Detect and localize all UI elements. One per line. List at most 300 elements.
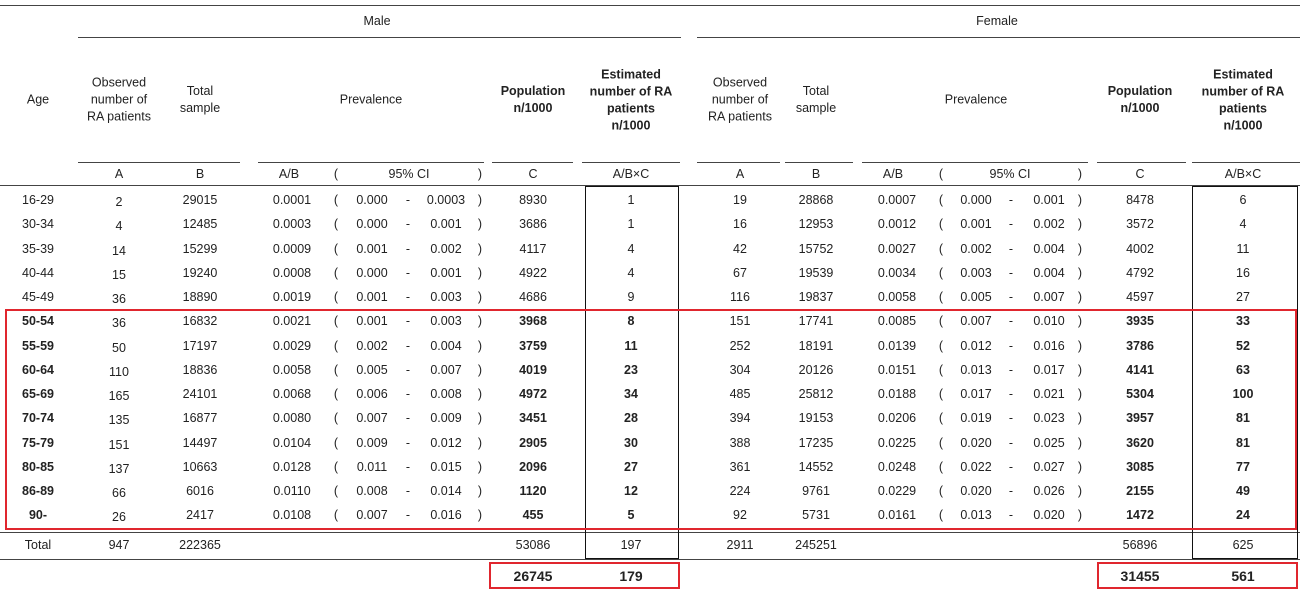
sub-a-header: A xyxy=(114,166,124,181)
male-sample-cell: 15299 xyxy=(182,241,218,256)
male-estimate-cell: 30 xyxy=(624,435,638,450)
male-ci-low-cell: 0.000 xyxy=(356,192,388,207)
ci-dash: - xyxy=(1008,289,1014,304)
female-sample-cell: 17235 xyxy=(798,435,834,450)
ci-close: ) xyxy=(477,362,483,377)
female-prevalence-cell: 0.0012 xyxy=(877,217,917,231)
female-population-cell: 8478 xyxy=(1126,192,1154,207)
female-summary-population: 31455 xyxy=(1120,568,1160,584)
ci-open: ( xyxy=(938,217,944,231)
male-prevalence-cell: 0.0008 xyxy=(272,265,312,280)
ci-dash: - xyxy=(1008,435,1014,450)
ci-close: ) xyxy=(477,508,483,522)
female-population-cell: 4141 xyxy=(1126,362,1154,377)
female-prevalence-cell: 0.0139 xyxy=(877,338,917,353)
ci-close: ) xyxy=(477,435,483,450)
female-prevalence-cell: 0.0027 xyxy=(877,241,917,256)
male-summary-estimate: 179 xyxy=(619,568,643,584)
sub-ci-open-header: ( xyxy=(333,166,339,181)
sub-ci-header: 95% CI xyxy=(989,166,1031,181)
male-ci-low-cell: 0.002 xyxy=(356,338,388,353)
ci-dash: - xyxy=(405,362,411,377)
female-sample-cell: 25812 xyxy=(798,386,834,401)
subheader-rule-7 xyxy=(862,162,1088,163)
male-estimate-cell: 4 xyxy=(627,241,635,256)
ci-dash: - xyxy=(405,508,411,522)
male-prevalence-header: Prevalence xyxy=(339,92,403,107)
ci-close: ) xyxy=(1077,362,1083,377)
female-ci-low-cell: 0.001 xyxy=(960,217,992,231)
ci-close: ) xyxy=(1077,411,1083,425)
female-population-cell: 1472 xyxy=(1126,508,1154,522)
male-observed-cell: 137 xyxy=(108,461,130,476)
total-bottom-rule xyxy=(0,559,1300,560)
male-ci-low-cell: 0.000 xyxy=(356,217,388,231)
ci-dash: - xyxy=(1008,459,1014,474)
sub-c-header: C xyxy=(528,166,538,181)
female-ci-high-cell: 0.016 xyxy=(1033,338,1065,353)
ci-close: ) xyxy=(1077,435,1083,450)
female-ci-high-cell: 0.002 xyxy=(1033,217,1065,231)
female-ci-high-cell: 0.023 xyxy=(1033,411,1065,425)
ci-open: ( xyxy=(333,508,339,522)
ci-dash: - xyxy=(405,241,411,256)
male-ci-low-cell: 0.001 xyxy=(356,241,388,256)
ci-close: ) xyxy=(1077,338,1083,353)
female-observed-cell: 304 xyxy=(729,362,751,377)
male-estimate-cell: 23 xyxy=(624,362,638,377)
age-cell: 86-89 xyxy=(22,483,54,498)
sub-ci-close-header: ) xyxy=(1077,166,1083,181)
male-ci-high-cell: 0.014 xyxy=(430,483,462,498)
ci-dash: - xyxy=(1008,241,1014,256)
male-population-cell: 4922 xyxy=(519,265,547,280)
subheader-rule-1 xyxy=(162,162,240,163)
age-cell: 80-85 xyxy=(22,459,54,474)
sub-c-header: C xyxy=(1135,166,1145,181)
male-observed-cell: 36 xyxy=(112,316,126,330)
sub-ci-open-header: ( xyxy=(938,166,944,181)
ci-close: ) xyxy=(477,411,483,425)
ci-close: ) xyxy=(1077,217,1083,231)
ci-close: ) xyxy=(477,386,483,401)
male-ci-high-cell: 0.004 xyxy=(430,338,462,353)
ci-open: ( xyxy=(938,265,944,280)
ci-open: ( xyxy=(333,362,339,377)
ci-open: ( xyxy=(938,192,944,207)
ci-open: ( xyxy=(938,508,944,522)
sub-ab-header: A/B xyxy=(882,166,904,181)
female-observed-cell: 19 xyxy=(733,192,747,207)
female-estimate-cell: 100 xyxy=(1232,386,1254,401)
male-estimate-cell: 9 xyxy=(627,289,635,304)
age-cell: 90- xyxy=(28,508,48,522)
female-ci-low-cell: 0.003 xyxy=(960,265,992,280)
ci-dash: - xyxy=(1008,362,1014,377)
female-prevalence-cell: 0.0034 xyxy=(877,265,917,280)
male-sample-cell: 19240 xyxy=(182,265,218,280)
female-estimate-cell: 63 xyxy=(1236,362,1250,377)
female-ci-high-cell: 0.001 xyxy=(1033,192,1065,207)
male-population-cell: 4019 xyxy=(519,362,547,377)
female-ci-low-cell: 0.013 xyxy=(960,508,992,522)
male-population-cell: 4686 xyxy=(519,289,547,304)
ci-close: ) xyxy=(477,314,483,328)
male-ci-high-cell: 0.015 xyxy=(430,459,462,474)
ci-close: ) xyxy=(1077,241,1083,256)
female-observed-cell: 252 xyxy=(729,338,751,353)
male-estimate-cell: 28 xyxy=(624,411,638,425)
female-ci-low-cell: 0.020 xyxy=(960,483,992,498)
male-population-cell: 4972 xyxy=(519,386,547,401)
ci-open: ( xyxy=(333,386,339,401)
male-observed-cell: 135 xyxy=(108,413,130,427)
male-sample-cell: 16877 xyxy=(182,411,218,425)
male-prevalence-cell: 0.0128 xyxy=(272,459,312,474)
female-observed-cell: 388 xyxy=(729,435,751,450)
ci-close: ) xyxy=(477,483,483,498)
male-observed-cell: 26 xyxy=(112,510,126,524)
male-observed-cell: 15 xyxy=(112,267,126,282)
female-population-cell: 3957 xyxy=(1126,411,1154,425)
age-cell: 70-74 xyxy=(22,411,54,425)
ci-open: ( xyxy=(938,241,944,256)
female-estimate-cell: 11 xyxy=(1236,241,1250,256)
female-population-cell: 3085 xyxy=(1126,459,1154,474)
female-header: Female xyxy=(976,13,1018,28)
ci-close: ) xyxy=(1077,314,1083,328)
female-observed-cell: 16 xyxy=(733,217,747,231)
male-estimate-cell: 34 xyxy=(624,386,638,401)
male-observed-cell: 2 xyxy=(115,194,123,209)
male-ci-high-cell: 0.008 xyxy=(430,386,462,401)
female-total-sample-header: Total sample xyxy=(795,84,837,115)
ci-open: ( xyxy=(938,411,944,425)
female-sample-cell: 20126 xyxy=(798,362,834,377)
male-prevalence-cell: 0.0108 xyxy=(272,508,312,522)
female-sample-cell: 12953 xyxy=(798,217,834,231)
male-summary-population: 26745 xyxy=(513,568,553,584)
female-sample-cell: 9761 xyxy=(802,483,830,498)
female-population-cell: 3935 xyxy=(1126,314,1154,328)
ci-close: ) xyxy=(477,338,483,353)
male-population-cell: 1120 xyxy=(519,483,547,498)
male-observed-cell: 14 xyxy=(112,243,126,258)
male-population-cell: 3686 xyxy=(519,217,547,231)
female-estimate-cell: 77 xyxy=(1236,459,1250,474)
female-population-cell: 5304 xyxy=(1126,386,1154,401)
ci-dash: - xyxy=(405,435,411,450)
male-observed-cell: 66 xyxy=(112,485,126,500)
female-population-cell: 4597 xyxy=(1126,289,1154,304)
female-ci-low-cell: 0.020 xyxy=(960,435,992,450)
male-total-estimate: 197 xyxy=(620,537,642,552)
male-population-cell: 455 xyxy=(522,508,544,522)
subheader-rule-9 xyxy=(1192,162,1300,163)
male-population-cell: 3451 xyxy=(519,411,547,425)
ci-close: ) xyxy=(477,459,483,474)
male-observed-cell: 151 xyxy=(108,437,130,452)
male-ci-low-cell: 0.008 xyxy=(356,483,388,498)
male-observed-cell: 50 xyxy=(112,340,126,355)
male-observed-header: Observed number of RA patients xyxy=(87,75,151,124)
female-prevalence-cell: 0.0206 xyxy=(877,411,917,425)
female-sample-cell: 15752 xyxy=(798,241,834,256)
highlight-box xyxy=(5,309,1297,530)
male-prevalence-cell: 0.0110 xyxy=(273,483,311,498)
male-ci-low-cell: 0.005 xyxy=(356,362,388,377)
female-estimate-cell: 27 xyxy=(1236,289,1250,304)
subheader-rule-2 xyxy=(258,162,484,163)
female-estimate-cell: 49 xyxy=(1236,483,1250,498)
male-estimate-cell: 27 xyxy=(624,459,638,474)
male-header: Male xyxy=(363,13,391,28)
female-estimate-cell: 16 xyxy=(1236,265,1250,280)
female-total-estimate: 625 xyxy=(1232,537,1254,552)
female-estimate-cell: 81 xyxy=(1236,435,1250,450)
male-ci-low-cell: 0.000 xyxy=(356,265,388,280)
ci-open: ( xyxy=(333,265,339,280)
male-sample-cell: 29015 xyxy=(182,192,218,207)
female-estimate-cell: 4 xyxy=(1239,217,1247,231)
female-summary-estimate: 561 xyxy=(1231,568,1255,584)
sub-b-header: B xyxy=(811,166,821,181)
age-cell: 45-49 xyxy=(22,289,54,304)
female-ci-high-cell: 0.025 xyxy=(1033,435,1065,450)
female-prevalence-cell: 0.0085 xyxy=(877,314,917,328)
female-observed-cell: 42 xyxy=(733,241,747,256)
age-cell: 16-29 xyxy=(22,192,54,207)
ci-dash: - xyxy=(1008,338,1014,353)
ci-close: ) xyxy=(477,192,483,207)
female-prevalence-cell: 0.0058 xyxy=(877,289,917,304)
male-ci-high-cell: 0.0003 xyxy=(426,192,466,207)
sub-ci-close-header: ) xyxy=(477,166,483,181)
female-estimate-cell: 33 xyxy=(1236,314,1250,328)
ci-dash: - xyxy=(405,483,411,498)
age-cell: 60-64 xyxy=(22,362,54,377)
male-prevalence-cell: 0.0019 xyxy=(272,289,312,304)
sub-ab-header: A/B xyxy=(278,166,300,181)
sub-ci-header: 95% CI xyxy=(388,166,430,181)
male-ci-high-cell: 0.012 xyxy=(430,435,462,450)
male-ci-high-cell: 0.007 xyxy=(430,362,462,377)
male-sample-cell: 16832 xyxy=(182,314,218,328)
male-sample-cell: 17197 xyxy=(182,338,218,353)
male-observed-cell: 36 xyxy=(112,291,126,306)
female-prevalence-cell: 0.0229 xyxy=(877,483,917,498)
male-total-observed: 947 xyxy=(108,537,130,552)
female-total-observed: 2911 xyxy=(726,537,754,552)
female-ci-low-cell: 0.022 xyxy=(960,459,992,474)
male-observed-cell: 110 xyxy=(109,364,129,379)
ci-open: ( xyxy=(938,483,944,498)
ci-open: ( xyxy=(938,338,944,353)
ci-dash: - xyxy=(405,314,411,328)
male-sample-cell: 2417 xyxy=(186,508,214,522)
male-population-cell: 4117 xyxy=(519,241,547,256)
subheader-rule-0 xyxy=(78,162,163,163)
female-sample-cell: 19153 xyxy=(798,411,834,425)
male-estimate-cell: 5 xyxy=(627,508,635,522)
female-sample-cell: 18191 xyxy=(798,338,834,353)
female-ci-high-cell: 0.027 xyxy=(1033,459,1065,474)
ci-close: ) xyxy=(1077,265,1083,280)
sub-a-header: A xyxy=(735,166,745,181)
male-estimate-cell: 8 xyxy=(627,314,635,328)
ci-dash: - xyxy=(405,459,411,474)
female-estimate-cell: 81 xyxy=(1236,411,1250,425)
subheader-rule-4 xyxy=(582,162,680,163)
male-ci-high-cell: 0.001 xyxy=(430,265,462,280)
female-group-rule xyxy=(697,37,1300,38)
male-sample-cell: 12485 xyxy=(182,217,218,231)
female-estimate-cell: 6 xyxy=(1239,192,1247,207)
female-sample-cell: 14552 xyxy=(798,459,834,474)
ci-open: ( xyxy=(333,459,339,474)
male-total-sample: 222365 xyxy=(179,537,221,552)
age-header: Age xyxy=(26,92,50,107)
male-ci-high-cell: 0.009 xyxy=(430,411,462,425)
female-ci-low-cell: 0.013 xyxy=(960,362,992,377)
male-population-cell: 2096 xyxy=(519,459,547,474)
male-sample-cell: 18836 xyxy=(182,362,218,377)
age-cell: 65-69 xyxy=(22,386,54,401)
female-population-cell: 4002 xyxy=(1126,241,1154,256)
ci-open: ( xyxy=(938,386,944,401)
male-ci-low-cell: 0.006 xyxy=(356,386,388,401)
female-total-population: 56896 xyxy=(1122,537,1158,552)
ci-close: ) xyxy=(477,217,483,231)
subheader-rule-6 xyxy=(785,162,853,163)
female-observed-cell: 394 xyxy=(729,411,751,425)
ci-close: ) xyxy=(477,241,483,256)
female-ci-high-cell: 0.017 xyxy=(1033,362,1065,377)
ci-close: ) xyxy=(477,265,483,280)
male-observed-cell: 4 xyxy=(115,219,123,233)
male-ci-low-cell: 0.001 xyxy=(356,289,388,304)
female-sample-cell: 19539 xyxy=(798,265,834,280)
ci-close: ) xyxy=(1077,508,1083,522)
male-estimate-cell: 12 xyxy=(624,483,638,498)
male-estimate-cell: 11 xyxy=(624,338,638,353)
ci-close: ) xyxy=(1077,459,1083,474)
male-prevalence-cell: 0.0003 xyxy=(272,217,312,231)
ci-open: ( xyxy=(333,483,339,498)
female-observed-cell: 224 xyxy=(729,483,751,498)
female-prevalence-cell: 0.0161 xyxy=(877,508,917,522)
male-total-population: 53086 xyxy=(515,537,551,552)
age-cell: 40-44 xyxy=(22,265,54,280)
female-prevalence-cell: 0.0007 xyxy=(877,192,917,207)
female-ci-low-cell: 0.012 xyxy=(960,338,992,353)
ci-dash: - xyxy=(405,192,411,207)
female-prevalence-header: Prevalence xyxy=(944,92,1008,107)
female-total-sample: 245251 xyxy=(795,537,837,552)
male-sample-cell: 18890 xyxy=(182,289,218,304)
ci-dash: - xyxy=(1008,217,1014,231)
female-ci-high-cell: 0.004 xyxy=(1033,265,1065,280)
female-sample-cell: 17741 xyxy=(798,314,834,328)
female-observed-cell: 485 xyxy=(729,386,751,401)
ci-close: ) xyxy=(477,289,483,304)
ci-dash: - xyxy=(1008,508,1014,522)
age-cell: 35-39 xyxy=(22,241,54,256)
female-population-cell: 3572 xyxy=(1126,217,1154,231)
age-cell: 50-54 xyxy=(22,314,54,328)
ci-open: ( xyxy=(938,362,944,377)
ci-open: ( xyxy=(333,314,339,328)
ci-open: ( xyxy=(938,314,944,328)
male-ci-low-cell: 0.001 xyxy=(356,314,388,328)
female-population-cell: 2155 xyxy=(1126,483,1154,498)
female-ci-high-cell: 0.004 xyxy=(1033,241,1065,256)
male-sample-cell: 10663 xyxy=(182,459,218,474)
male-ci-low-cell: 0.011 xyxy=(356,459,388,474)
male-estimate-cell: 1 xyxy=(627,192,635,207)
male-estimated-header: Estimated number of RA patients n/1000 xyxy=(589,67,673,132)
male-sample-cell: 6016 xyxy=(186,483,214,498)
sub-b-header: B xyxy=(195,166,205,181)
female-ci-low-cell: 0.019 xyxy=(960,411,992,425)
female-ci-high-cell: 0.020 xyxy=(1033,508,1065,522)
female-population-header: Population n/1000 xyxy=(1107,84,1173,115)
sub-abc-header: A/B×C xyxy=(1224,166,1262,181)
ci-open: ( xyxy=(333,217,339,231)
male-estimate-cell: 1 xyxy=(627,217,635,231)
male-observed-cell: 165 xyxy=(108,388,130,403)
ci-open: ( xyxy=(333,435,339,450)
female-ci-low-cell: 0.007 xyxy=(960,314,992,328)
female-population-cell: 4792 xyxy=(1126,265,1154,280)
ci-dash: - xyxy=(1008,314,1014,328)
male-ci-low-cell: 0.007 xyxy=(356,411,388,425)
female-ci-high-cell: 0.007 xyxy=(1033,289,1065,304)
top-rule xyxy=(0,5,1300,6)
male-sample-cell: 24101 xyxy=(182,386,218,401)
ci-dash: - xyxy=(405,411,411,425)
female-summary-box xyxy=(1097,562,1298,589)
male-ci-high-cell: 0.003 xyxy=(430,314,462,328)
female-estimate-cell: 24 xyxy=(1236,508,1250,522)
male-ci-high-cell: 0.003 xyxy=(430,289,462,304)
female-observed-cell: 116 xyxy=(730,289,750,304)
female-ci-high-cell: 0.026 xyxy=(1033,483,1065,498)
male-sample-cell: 14497 xyxy=(182,435,218,450)
female-observed-header: Observed number of RA patients xyxy=(708,75,772,124)
male-ci-low-cell: 0.007 xyxy=(356,508,388,522)
ci-open: ( xyxy=(938,459,944,474)
female-prevalence-cell: 0.0188 xyxy=(877,386,917,401)
subheader-rule-3 xyxy=(492,162,573,163)
male-prevalence-cell: 0.0021 xyxy=(272,314,312,328)
female-observed-cell: 67 xyxy=(733,265,747,280)
male-population-cell: 8930 xyxy=(519,192,547,207)
male-ci-high-cell: 0.001 xyxy=(430,217,462,231)
ci-dash: - xyxy=(1008,483,1014,498)
female-estimate-cell: 52 xyxy=(1236,338,1250,353)
ci-dash: - xyxy=(405,289,411,304)
male-prevalence-cell: 0.0029 xyxy=(272,338,312,353)
subheader-rule-8 xyxy=(1097,162,1186,163)
ci-close: ) xyxy=(1077,386,1083,401)
male-ci-high-cell: 0.016 xyxy=(430,508,462,522)
male-population-cell: 3759 xyxy=(519,338,547,353)
ci-open: ( xyxy=(333,289,339,304)
ci-open: ( xyxy=(333,241,339,256)
male-ci-low-cell: 0.009 xyxy=(356,435,388,450)
male-prevalence-cell: 0.0104 xyxy=(272,435,312,450)
